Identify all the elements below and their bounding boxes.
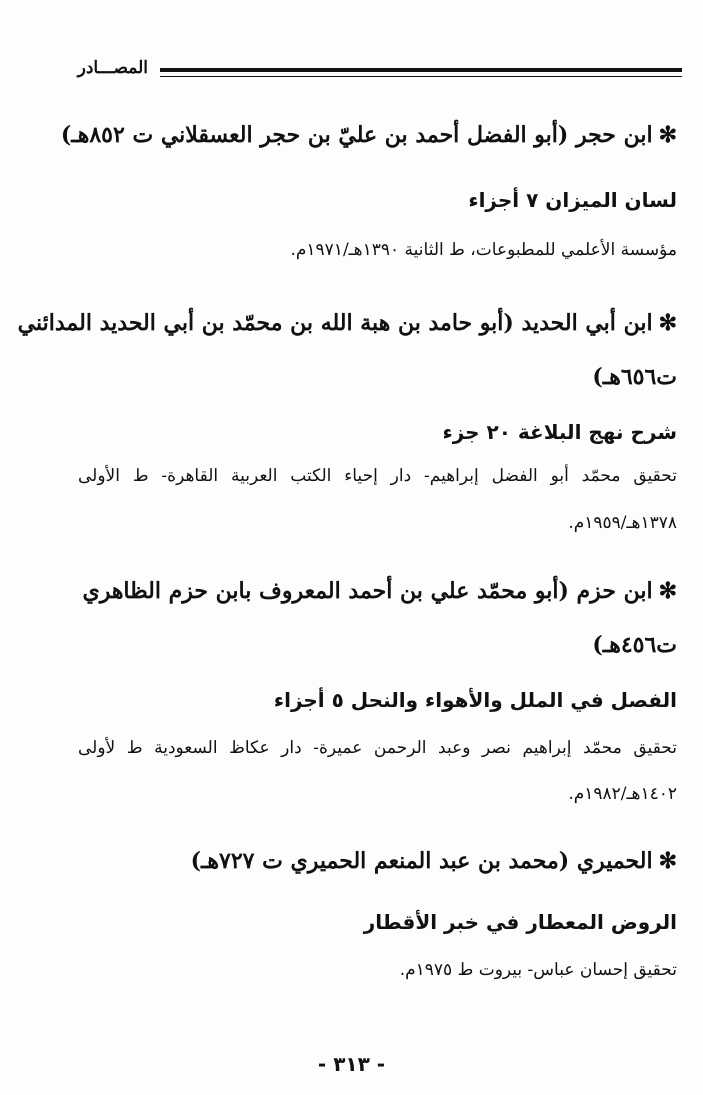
running-header-title: المصـــادر: [77, 58, 148, 78]
entry-publication-continued: ١٣٧٨هـ/١٩٥٩م.: [568, 513, 677, 533]
entry-publication: مؤسسة الأعلمي للمطبوعات، ط الثانية ١٣٩٠هـ/١٩٧١م.: [290, 240, 677, 260]
entry-publication-continued: ١٤٠٢هـ/١٩٨٢م.: [568, 784, 677, 804]
bullet-star-icon: ✻: [658, 122, 677, 148]
entry-title: الفصل في الملل والأهواء والنحل ٥ أجزاء: [273, 688, 677, 712]
entry-title: لسان الميزان ٧ أجزاء: [468, 188, 677, 212]
entry-author-continued: ت٤٥٦هـ): [592, 632, 677, 658]
entry-title: الروض المعطار في خبر الأقطار: [363, 910, 677, 934]
header-rule-thin: [160, 76, 682, 77]
entry-author: ✻ابن حجر (أبو الفضل أحمد بن عليّ بن حجر العسقلاني ت ٨٥٢هـ): [60, 122, 677, 148]
entry-author-continued: ت٦٥٦هـ): [592, 364, 677, 390]
entry-publication: تحقيق محمّد إبراهيم نصر وعبد الرحمن عميرة- دار عكاظ السعودية ط لأولى: [78, 738, 677, 758]
entry-author: ✻الحميري (محمد بن عبد المنعم الحميري ت ٧٢٧هـ): [190, 848, 677, 874]
entry-title: شرح نهج البلاغة ٢٠ جزء: [442, 420, 677, 444]
bullet-star-icon: ✻: [658, 848, 677, 874]
entry-author: ✻ابن أبي الحديد (أبو حامد بن هبة الله بن محمّد بن أبي الحديد المدائني: [17, 310, 677, 336]
entry-publication: تحقيق محمّد أبو الفضل إبراهيم- دار إحياء الكتب العربية القاهرة- ط الأولى: [78, 466, 677, 486]
bullet-star-icon: ✻: [658, 578, 677, 604]
bullet-star-icon: ✻: [658, 310, 677, 336]
entry-publication: تحقيق إحسان عباس- بيروت ط ١٩٧٥م.: [399, 960, 677, 980]
entry-author: ✻ابن حزم (أبو محمّد علي بن أحمد المعروف بابن حزم الظاهري: [82, 578, 677, 604]
page-number: - ٣١٣ -: [317, 1052, 386, 1076]
header-rule-thick: [160, 68, 682, 72]
